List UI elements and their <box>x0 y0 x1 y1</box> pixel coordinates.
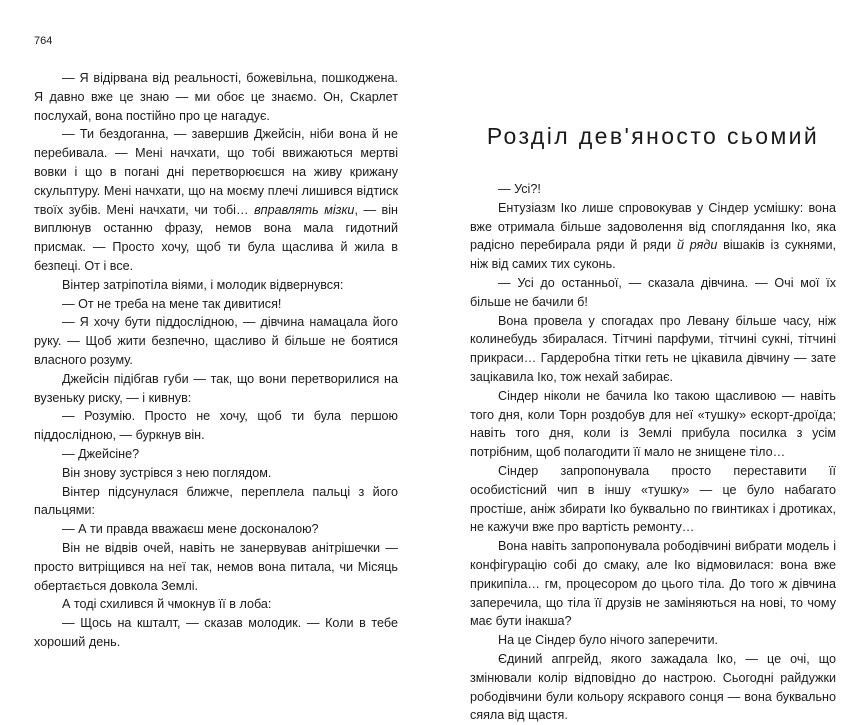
paragraph <box>34 407 398 445</box>
right-text-column <box>470 180 836 725</box>
paragraph <box>470 387 836 462</box>
text-run: — Я відірвана від реальності, божевільна, пошкоджена. Я давно вже це знаю — ми обоє це знаємо. Он, Скарлет послухай, вона постійно про це нагадує. <box>34 71 398 123</box>
text-run: — Щось на кшталт, — сказав молодик. — Коли в тебе хороший день. <box>34 616 398 649</box>
paragraph <box>34 614 398 652</box>
text-run: Вінтер підсунулася ближче, переплела пальці з його пальцями: <box>34 484 398 518</box>
paragraph <box>34 370 398 408</box>
paragraph <box>470 274 836 312</box>
text-run: — Ти бездоганна, — завершив Джейсін, ніби вона й не перебивала. — Мені начхати, що тобі ввижаються мертві вовки і що в погані дні перетворюєшся на живу крижану скульптуру. Мені начхати, що на моєму плечі лишився відтиск твоїх зубів. Мені начхати, чи тобі… <box>34 127 398 217</box>
paragraph <box>34 483 398 521</box>
text-run: Вона провела у спогадах про Левану більше часу, ніж колинебудь збиралася. Тітчині парфуми, тітчині сукні, тітчині прикраси… Гардеробна тітки геть не цікавила дівчину — зате зацікавила Іко, тож нехай забирає. <box>470 313 836 384</box>
text-run: — Усі до останньої, — сказала дівчина. — Очі мої їх більше не бачили б! <box>470 275 836 309</box>
text-run: Ентузіазм Іко лише спровокував у Сіндер усмішку: вона вже отримала більше задоволення від споглядання Іко, яка радісно перебирала ряди й ряди <box>470 200 836 253</box>
text-run: — Розумію. Просто не хочу, щоб ти була першою піддослідною, — буркнув він. <box>34 409 398 443</box>
paragraph <box>34 539 398 595</box>
paragraph <box>34 313 398 369</box>
text-run: Вінтер затріпотіла віями, і молодик відвернувся: <box>62 277 344 292</box>
italic-text-run: й ряди <box>676 238 718 253</box>
paragraph <box>34 276 398 295</box>
text-run: — А ти правда вважаєш мене досконалою? <box>62 522 319 537</box>
paragraph <box>470 462 836 537</box>
italic-text-run: вправлять мізки <box>254 202 355 217</box>
paragraph <box>34 295 398 314</box>
paragraph <box>470 199 836 274</box>
text-run: На це Сіндер було нічого заперечити. <box>498 633 719 648</box>
text-run: Він не відвів очей, навіть не занервував анітрішечки — просто витріщився на неї так, немов вона питала, чи Місяць обертається довкола Землі. <box>34 540 398 593</box>
text-run: — Усі?! <box>498 182 541 196</box>
text-run: А тоді схилився й чмокнув її в лоба: <box>62 597 272 612</box>
text-run: Вона навіть запропонувала рободівчині вибрати модель і конфігурацію собі до смаку, але Іко відмовилася: вона вже прикипіла… гм, процесором до цього тіла. До того ж дівчина заперечила, що тіла її друзів не заміняються на нові, то чому має бути інакша? <box>470 539 836 629</box>
text-run: Він знову зустрівся з нею поглядом. <box>62 465 272 480</box>
text-run: вішаків із сукнями, ніж від самих тих суконь. <box>470 238 837 272</box>
text-run: — От не треба на мене так дивитися! <box>62 296 282 311</box>
text-run: — Я хочу бути піддослідною, — дівчина намацала його руку. — Щоб жити безпечно, щасливо й більше не боятися власного розуму. <box>34 315 398 367</box>
text-run: Єдиний апгрейд, якого зажадала Іко, — це очі, що змінювали колір відповідно до настрою. Сьогодні райдужки рободівчини були кольору яскравого сонця — вона буквально сяяла від щастя. <box>470 651 836 723</box>
paragraph <box>34 69 398 125</box>
text-run: Джейсін підібгав губи — так, що вони перетворилися на вузенькy риску, — і кивнув: <box>34 371 398 405</box>
paragraph <box>34 595 398 614</box>
page-number: 764 <box>34 35 53 47</box>
paragraph <box>470 537 836 631</box>
paragraph <box>34 464 398 483</box>
paragraph <box>34 125 398 275</box>
text-run: Сіндер ніколи не бачила Іко такою щасливою — навіть того дня, коли Торн роздобув для неї «тушку» ескорт-дроїда; навіть того дня, коли із Землі прибула посилка з усім потрібним, щоб полагодити її мало не знищене тіло… <box>470 388 836 460</box>
paragraph <box>470 650 836 725</box>
paragraph <box>470 312 836 387</box>
text-run: , — він виплюнув останню фразу, немов вона мала гидотний присмак. — Просто хочу, щоб ти була щаслива й жила в безпеці. От і все. <box>34 202 398 273</box>
text-run: Сіндер запропонувала просто переставити її особистісний чип в іншу «тушку» — це було набагато простіше, аніж збирати Іко буквально по гвинтиках і дротиках, не кажучи вже про вартість ремонту… <box>470 463 836 535</box>
text-run: — Джейсіне? <box>62 446 140 461</box>
paragraph <box>34 445 398 464</box>
paragraph <box>470 180 836 199</box>
left-text-column <box>34 69 398 652</box>
chapter-title: Розділ дев'яносто сьомий <box>486 123 820 149</box>
paragraph <box>34 520 398 539</box>
